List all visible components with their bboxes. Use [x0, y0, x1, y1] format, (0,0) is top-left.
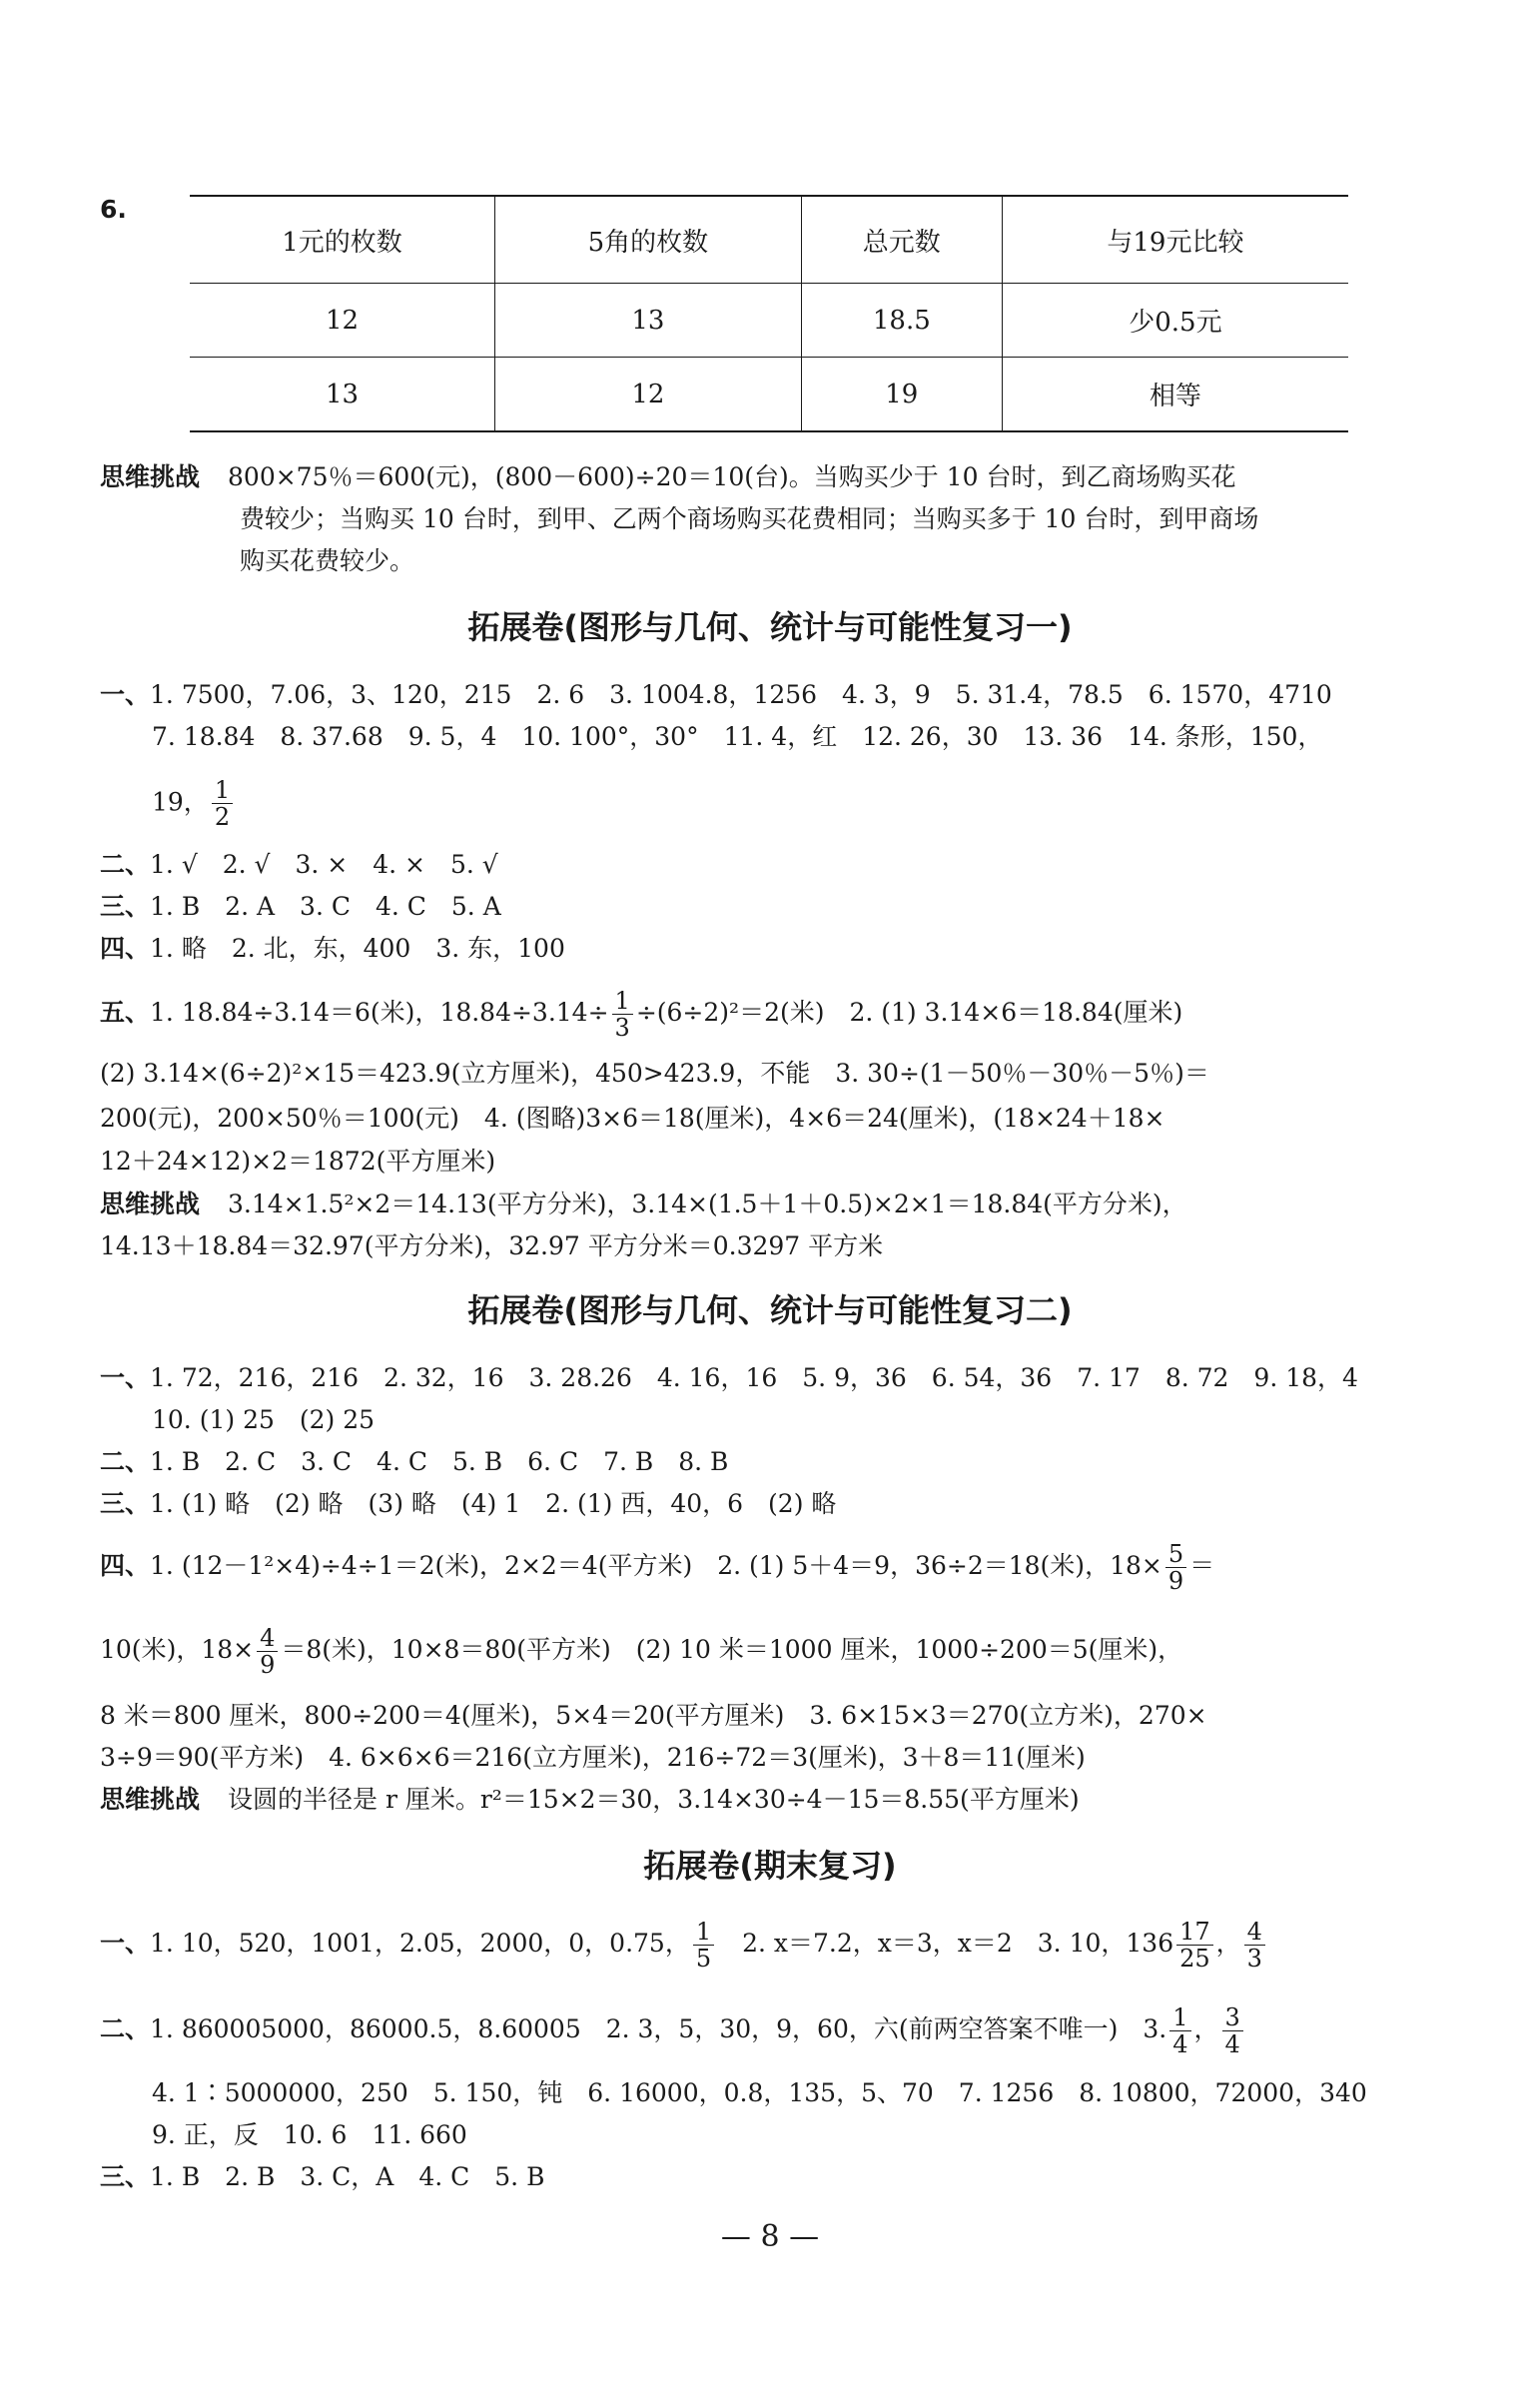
answer-line: 12＋24×12)×2＝1872(平方厘米)	[100, 1147, 496, 1176]
table-row	[190, 284, 1348, 358]
page-number: — 8 —	[720, 2219, 820, 2254]
answer-line	[100, 2157, 1348, 2197]
table-cell: 相等	[1002, 358, 1348, 432]
answer-line: (2) 3.14×(6÷2)²×15＝423.9(立方厘米)，450>423.9，不能 3. 30÷(1－50％－30％－5％)＝	[100, 1059, 1209, 1088]
table-cell: 19	[801, 358, 1002, 432]
table-header-cell: 与19元比较	[1002, 196, 1348, 284]
answer-line	[100, 1442, 1348, 1482]
answer-line	[100, 929, 1348, 969]
answer-text: ＝8(米)，10×8＝80(平方米) (2) 10 米＝1000 厘米，1000÷200＝5(厘米)，	[281, 1635, 1183, 1664]
table-header-cell: 1元的枚数	[190, 196, 495, 284]
part-label: 二、	[100, 2014, 151, 2043]
coin-table	[190, 195, 1348, 432]
fraction: $\frac{4}{3}$	[1244, 1919, 1265, 1973]
q6-label: 6.	[100, 195, 127, 224]
answer-text: 1. B 2. A 3. C 4. C 5. A	[150, 892, 501, 921]
table-cell: 12	[190, 284, 495, 358]
part-label: 三、	[100, 2162, 151, 2191]
part-label: 四、	[100, 934, 151, 963]
part-label: 三、	[100, 892, 151, 921]
table-cell: 少0.5元	[1002, 284, 1348, 358]
answer-line	[152, 777, 1400, 831]
answer-text: ，	[1193, 2014, 1219, 2043]
challenge-label: 思维挑战	[100, 462, 201, 491]
answer-text: 1. B 2. B 3. C，A 4. C 5. B	[150, 2162, 545, 2191]
part-label: 三、	[100, 1489, 151, 1518]
challenge-line	[100, 457, 1348, 497]
challenge-text: 3.14×1.5²×2＝14.13(平方分米)，3.14×(1.5＋1＋0.5)×2×1＝18.84(平方分米)，	[228, 1190, 1187, 1218]
section-title: 拓展卷(期末复习)	[643, 1847, 897, 1885]
answer-text: 1. 72，216，216 2. 32，16 3. 28.26 4. 16，16 5. 9，36 6. 54，36 7. 17 8. 72 9. 18，4	[150, 1363, 1358, 1392]
answer-line: 10. (1) 25 (2) 25	[152, 1405, 376, 1434]
answer-text: 19，	[152, 787, 209, 817]
part-label: 一、	[100, 1929, 151, 1958]
table-cell: 13	[495, 284, 802, 358]
table-cell: 12	[495, 358, 802, 432]
challenge-line	[100, 1185, 1348, 1224]
part-label: 二、	[100, 1447, 151, 1476]
part-label: 一、	[100, 680, 151, 709]
challenge-text: 购买花费较少。	[240, 546, 415, 575]
section-title: 拓展卷(图形与几何、统计与可能性复习二)	[467, 1291, 1073, 1329]
answer-text: ，	[1215, 1929, 1241, 1958]
answer-line: 200(元)，200×50％＝100(元) 4. (图略)3×6＝18(厘米)，4×6＝24(厘米)，(18×24＋18×	[100, 1104, 1165, 1133]
answer-line: 4. 1∶5000000，250 5. 150，钝 6. 16000，0.8，135，5、70 7. 1256 8. 10800，72000，340	[152, 2078, 1367, 2107]
table-cell: 18.5	[801, 284, 1002, 358]
answer-line	[100, 675, 1348, 715]
answer-text: 1. (12－1²×4)÷4÷1＝2(米)，2×2＝4(平方米) 2. (1) 5＋4＝9，36÷2＝18(米)，18×	[150, 1551, 1162, 1580]
answer-text: 1. 略 2. 北，东，400 3. 东，100	[150, 934, 565, 963]
table-cell: 13	[190, 358, 495, 432]
answer-line	[100, 1484, 1348, 1524]
fraction: $\frac{17}{25}$	[1176, 1919, 1213, 1973]
fraction: $\frac{1}{2}$	[212, 777, 233, 831]
answer-line: 9. 正，反 10. 6 11. 660	[152, 2120, 467, 2149]
answer-text: ÷(6÷2)²＝2(米) 2. (1) 3.14×6＝18.84(厘米)	[635, 998, 1183, 1027]
answer-text: 10(米)，18×	[100, 1635, 255, 1664]
part-label: 一、	[100, 1363, 151, 1392]
answer-line	[100, 1538, 1348, 1594]
answer-text: 1. 860005000，86000.5，8.60005 2. 3，5，30，9，60，六(前两空答案不唯一) 3.	[150, 2014, 1167, 2043]
fraction: $\frac{1}{5}$	[693, 1919, 714, 1973]
answer-text: 1. 10，520，1001，2.05，2000，0，0.75，	[150, 1929, 690, 1958]
section-title: 拓展卷(图形与几何、统计与可能性复习一)	[467, 608, 1073, 646]
challenge-text: 800×75％＝600(元)，(800－600)÷20＝10(台)。当购买少于 10 台时，到乙商场购买花	[228, 462, 1236, 491]
table-row	[190, 358, 1348, 432]
part-label: 二、	[100, 850, 151, 879]
table-header-cell: 总元数	[801, 196, 1002, 284]
answer-text: ＝	[1189, 1551, 1215, 1580]
fraction: $\frac{1}{4}$	[1169, 2004, 1190, 2058]
answer-text: 1. √ 2. √ 3. × 4. × 5. √	[150, 850, 498, 879]
table-header-row	[190, 196, 1348, 284]
challenge-text: 14.13＋18.84＝32.97(平方分米)，32.97 平方分米＝0.3297 平方米	[100, 1231, 884, 1260]
challenge-label: 思维挑战	[100, 1190, 201, 1218]
answer-text: 1. 18.84÷3.14＝6(米)，18.84÷3.14÷	[150, 998, 609, 1027]
part-label: 四、	[100, 1551, 151, 1580]
fraction: $\frac{4}{9}$	[257, 1625, 278, 1679]
fraction: $\frac{3}{4}$	[1222, 2004, 1243, 2058]
answer-line	[100, 985, 1348, 1041]
answer-line: 7. 18.84 8. 37.68 9. 5，4 10. 100°，30° 11. 4，红 12. 26，30 13. 36 14. 条形，150，	[152, 722, 1323, 751]
answer-line	[100, 887, 1348, 927]
answer-text: 2. x＝7.2，x＝3，x＝2 3. 10，136	[717, 1929, 1174, 1958]
answer-text: 1. 7500，7.06，3、120，215 2. 6 3. 1004.8，1256 4. 3，9 5. 31.4，78.5 6. 1570，4710	[150, 680, 1332, 709]
answer-line	[100, 1358, 1358, 1398]
answer-line: 3÷9＝90(平方米) 4. 6×6×6＝216(立方厘米)，216÷72＝3(厘米)，3＋8＝11(厘米)	[100, 1743, 1086, 1772]
challenge-label: 思维挑战	[100, 1785, 201, 1814]
answer-line	[100, 845, 1348, 885]
fraction: $\frac{5}{9}$	[1165, 1541, 1186, 1595]
answer-line	[100, 1916, 1348, 1972]
challenge-line	[100, 1780, 1348, 1820]
challenge-text: 费较少；当购买 10 台时，到甲、乙两个商场购买花费相同；当购买多于 10 台时，到甲商场	[240, 504, 1259, 533]
part-label: 五、	[100, 998, 151, 1027]
table-header-cell: 5角的枚数	[495, 196, 802, 284]
answer-text: 1. B 2. C 3. C 4. C 5. B 6. C 7. B 8. B	[150, 1447, 729, 1476]
answer-line	[100, 2001, 1348, 2057]
fraction: $\frac{1}{3}$	[612, 988, 633, 1042]
answer-line	[100, 1622, 1348, 1678]
answer-text: 1. (1) 略 (2) 略 (3) 略 (4) 1 2. (1) 西，40，6 (2) 略	[150, 1489, 837, 1518]
answer-line: 8 米＝800 厘米，800÷200＝4(厘米)，5×4＝20(平方厘米) 3. 6×15×3＝270(立方米)，270×	[100, 1701, 1207, 1730]
challenge-text: 设圆的半径是 r 厘米。r²＝15×2＝30，3.14×30÷4－15＝8.55(平方厘米)	[228, 1785, 1080, 1814]
